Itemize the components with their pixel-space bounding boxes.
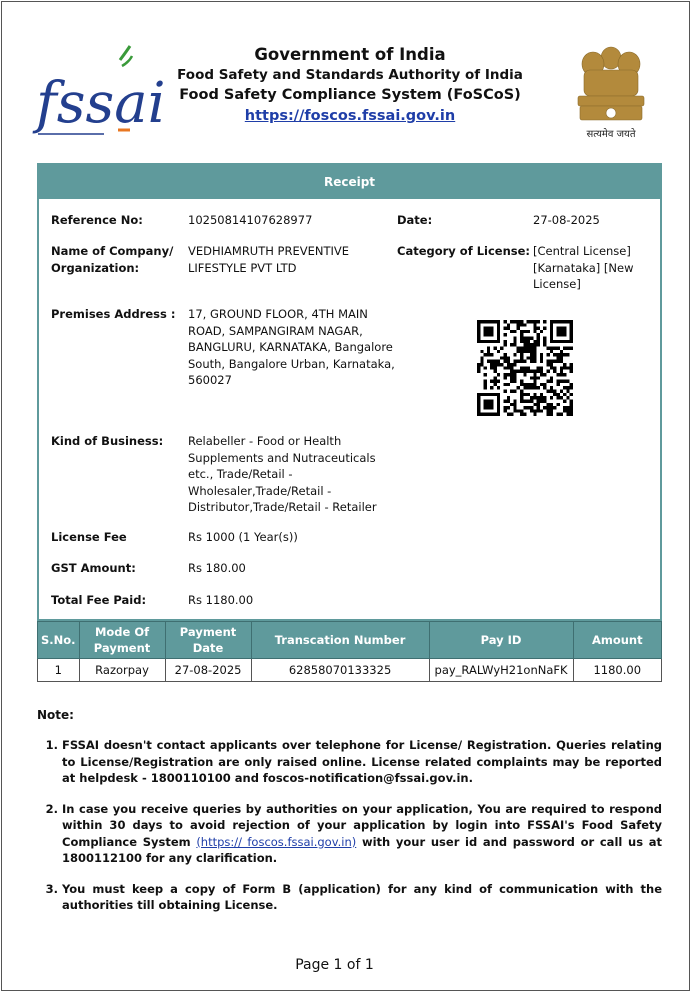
note-item-1: 1. FSSAI doesn't contact applicants over telephone for License/ Registration. Queries relating to License/Registration are only raised online. License related complaints may be reported at helpdesk - 1800110100 and foscos-notification@fssai.gov.in. [62, 737, 662, 787]
emblem-motto: सत्यमेव जयते [586, 129, 636, 140]
payment-table-header [38, 622, 662, 659]
page-number: Page 1 of 1 [295, 957, 374, 973]
address-label: Premises Address : [51, 307, 176, 321]
company-label: Name of Company/ Organization: [51, 244, 174, 275]
total-value: Rs 1180.00 [188, 593, 254, 607]
fssai-logo-text: fssai [36, 71, 166, 136]
header-website-link[interactable]: https://foscos.fssai.gov.in [244, 108, 456, 124]
category-label: Category of License: [397, 244, 531, 258]
note-title: Note: [37, 708, 74, 722]
header-government: Government of India [254, 45, 446, 64]
col-amount: Amount [573, 622, 661, 659]
qr-code [477, 320, 573, 416]
col-transaction: Transcation Number [251, 622, 429, 659]
fee-label: License Fee [51, 530, 127, 544]
cell-transaction: 62858070133325 [251, 659, 429, 682]
business-value: Relabeller - Food or Health Supplements and Nutraceuticals etc., Trade/Retail - Wholesaler,Trade/Retail - Distributor,Trade/Retail - Retailer [188, 434, 377, 514]
category-value: [Central License] [Karnataka] [New License] [533, 244, 634, 291]
company-value: VEDHIAMRUTH PREVENTIVE LIFESTYLE PVT LTD [188, 244, 350, 275]
payment-table [37, 621, 662, 682]
cell-payid: pay_RALWyH21onNaFK [429, 659, 573, 682]
receipt-title: Receipt [39, 165, 660, 199]
cell-date: 27-08-2025 [165, 659, 251, 682]
date-label: Date: [397, 213, 433, 227]
header-authority: Food Safety and Standards Authority of India [177, 67, 523, 83]
col-mode: Mode Of Payment [79, 622, 165, 659]
notes-list [37, 737, 662, 928]
national-emblem [562, 40, 660, 140]
col-payid: Pay ID [429, 622, 573, 659]
reference-value: 10250814107628977 [188, 213, 313, 227]
col-sno: S.No. [38, 622, 80, 659]
note-item-3: 3. You must keep a copy of Form B (application) for any kind of communication with the authorities till obtaining License. [62, 881, 662, 914]
document-header [150, 44, 550, 127]
gst-label: GST Amount: [51, 561, 136, 575]
address-value: 17, GROUND FLOOR, 4TH MAIN ROAD, SAMPANGIRAM NAGAR, BANGLURU, KARNATAKA, Bangalore South, Bangalore Urban, Karnataka, 560027 [188, 307, 395, 387]
header-system: Food Safety Compliance System (FoSCoS) [179, 87, 521, 103]
business-label: Kind of Business: [51, 434, 164, 448]
reference-label: Reference No: [51, 213, 143, 227]
fssai-logo [34, 42, 166, 138]
table-row [38, 659, 662, 682]
total-label: Total Fee Paid: [51, 593, 147, 607]
note-item-2: 2. In case you receive queries by authorities on your application, You are required to respond within 30 days to avoid rejection of your application by login into FSSAI's Food Safety Compliance System (https:// foscos.fssai.gov.in) with your user id and password or call us at 1800112100 for any clarification. [62, 801, 662, 867]
gst-value: Rs 180.00 [188, 561, 246, 575]
cell-amount: 1180.00 [573, 659, 661, 682]
foscos-link[interactable]: (https:// foscos.fssai.gov.in) [196, 834, 357, 849]
date-value: 27-08-2025 [533, 213, 600, 227]
cell-sno: 1 [38, 659, 80, 682]
col-date: Payment Date [165, 622, 251, 659]
cell-mode: Razorpay [79, 659, 165, 682]
fee-value: Rs 1000 (1 Year(s)) [188, 530, 298, 544]
